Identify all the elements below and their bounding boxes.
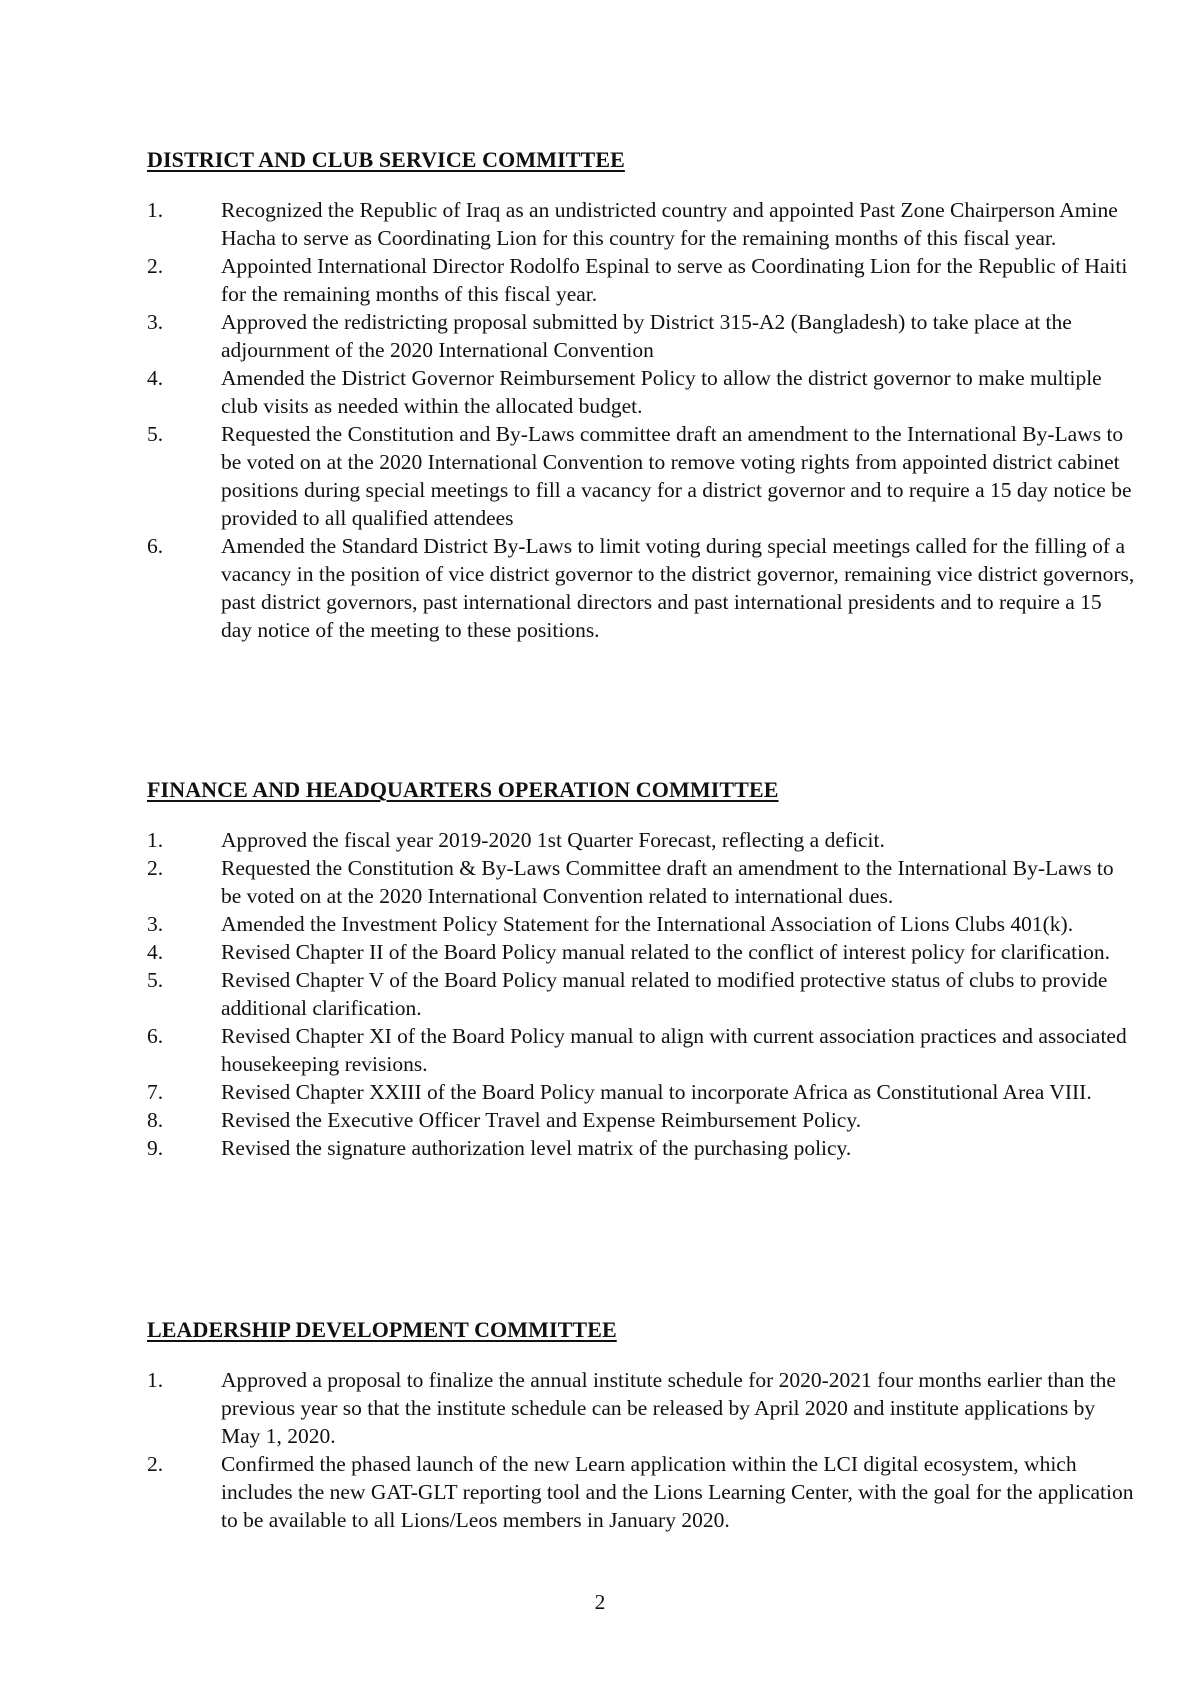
list-item bbox=[147, 910, 1137, 938]
list-item bbox=[147, 252, 1137, 308]
item-text: Revised the Executive Officer Travel and Expense Reimbursement Policy. bbox=[221, 1108, 862, 1132]
item-number: 7. bbox=[147, 1080, 164, 1104]
item-number: 3. bbox=[147, 912, 164, 936]
item-list bbox=[147, 826, 1137, 1162]
section-heading: DISTRICT AND CLUB SERVICE COMMITTEE bbox=[147, 147, 625, 172]
item-text: Requested the Constitution & By-Laws Committee draft an amendment to the International By-Laws to be voted on at the 2020 International Convention related to international dues. bbox=[221, 856, 1114, 908]
list-item bbox=[147, 854, 1137, 910]
item-number: 1. bbox=[147, 198, 164, 222]
item-list bbox=[147, 1366, 1137, 1534]
item-number: 8. bbox=[147, 1108, 164, 1132]
list-item bbox=[147, 308, 1137, 364]
list-item bbox=[147, 532, 1137, 644]
list-item bbox=[147, 938, 1137, 966]
item-number: 6. bbox=[147, 1024, 164, 1048]
list-item bbox=[147, 1078, 1137, 1106]
list-item bbox=[147, 1106, 1137, 1134]
item-text: Confirmed the phased launch of the new Learn application within the LCI digital ecosystem, which includes the new GAT-GLT reporting tool and the Lions Learning Center, with the goal for the application to be available to all Lions/Leos members in January 2020. bbox=[221, 1452, 1134, 1532]
list-item bbox=[147, 826, 1137, 854]
item-text: Revised Chapter II of the Board Policy manual related to the conflict of interest policy for clarification. bbox=[221, 940, 1110, 964]
list-item bbox=[147, 196, 1137, 252]
section-district-club-service bbox=[147, 146, 1137, 644]
item-text: Appointed International Director Rodolfo Espinal to serve as Coordinating Lion for the Republic of Haiti for the remaining months of this fiscal year. bbox=[221, 254, 1128, 306]
section-finance-headquarters bbox=[147, 776, 1137, 1162]
item-number: 4. bbox=[147, 940, 164, 964]
item-number: 1. bbox=[147, 828, 164, 852]
list-item bbox=[147, 1450, 1137, 1534]
item-text: Amended the Investment Policy Statement for the International Association of Lions Clubs 401(k). bbox=[221, 912, 1074, 936]
item-text: Approved the redistricting proposal submitted by District 315-A2 (Bangladesh) to take place at the adjournment of the 2020 International Convention bbox=[221, 310, 1072, 362]
item-number: 2. bbox=[147, 1452, 164, 1476]
list-item bbox=[147, 1134, 1137, 1162]
item-text: Recognized the Republic of Iraq as an undistricted country and appointed Past Zone Chairperson Amine Hacha to serve as Coordinating Lion for this country for the remaining months of this fiscal year. bbox=[221, 198, 1118, 250]
item-text: Amended the District Governor Reimbursement Policy to allow the district governor to make multiple club visits as needed within the allocated budget. bbox=[221, 366, 1102, 418]
section-leadership-development bbox=[147, 1316, 1137, 1534]
item-number: 5. bbox=[147, 968, 164, 992]
item-number: 2. bbox=[147, 254, 164, 278]
item-text: Amended the Standard District By-Laws to limit voting during special meetings called for the filling of a vacancy in the position of vice district governor to the district governor, remaining vice district governors, past district governors, past international directors and past international presidents and to require a 15 day notice of the meeting to these positions. bbox=[221, 534, 1135, 642]
list-item bbox=[147, 364, 1137, 420]
list-item bbox=[147, 420, 1137, 532]
item-text: Requested the Constitution and By-Laws committee draft an amendment to the International By-Laws to be voted on at the 2020 International Convention to remove voting rights from appointed district cabinet positions during special meetings to fill a vacancy for a district governor and to require a 15 day notice be provided to all qualified attendees bbox=[221, 422, 1132, 530]
section-heading: LEADERSHIP DEVELOPMENT COMMITTEE bbox=[147, 1317, 617, 1342]
item-text: Revised the signature authorization level matrix of the purchasing policy. bbox=[221, 1136, 852, 1160]
list-item bbox=[147, 1366, 1137, 1450]
item-number: 1. bbox=[147, 1368, 164, 1392]
section-heading: FINANCE AND HEADQUARTERS OPERATION COMMITTEE bbox=[147, 777, 779, 802]
item-list bbox=[147, 196, 1137, 644]
item-number: 3. bbox=[147, 310, 164, 334]
item-number: 6. bbox=[147, 534, 164, 558]
item-number: 2. bbox=[147, 856, 164, 880]
item-text: Revised Chapter V of the Board Policy manual related to modified protective status of clubs to provide additional clarification. bbox=[221, 968, 1108, 1020]
item-number: 4. bbox=[147, 366, 164, 390]
list-item bbox=[147, 1022, 1137, 1078]
item-number: 5. bbox=[147, 422, 164, 446]
item-text: Revised Chapter XI of the Board Policy manual to align with current association practices and associated housekeeping revisions. bbox=[221, 1024, 1127, 1076]
list-item bbox=[147, 966, 1137, 1022]
item-text: Approved a proposal to finalize the annual institute schedule for 2020-2021 four months earlier than the previous year so that the institute schedule can be released by April 2020 and institute applications by May 1, 2020. bbox=[221, 1368, 1116, 1448]
item-text: Revised Chapter XXIII of the Board Policy manual to incorporate Africa as Constitutional Area VIII. bbox=[221, 1080, 1092, 1104]
item-text: Approved the fiscal year 2019-2020 1st Quarter Forecast, reflecting a deficit. bbox=[221, 828, 885, 852]
page-number: 2 bbox=[594, 1590, 606, 1614]
item-number: 9. bbox=[147, 1136, 164, 1160]
